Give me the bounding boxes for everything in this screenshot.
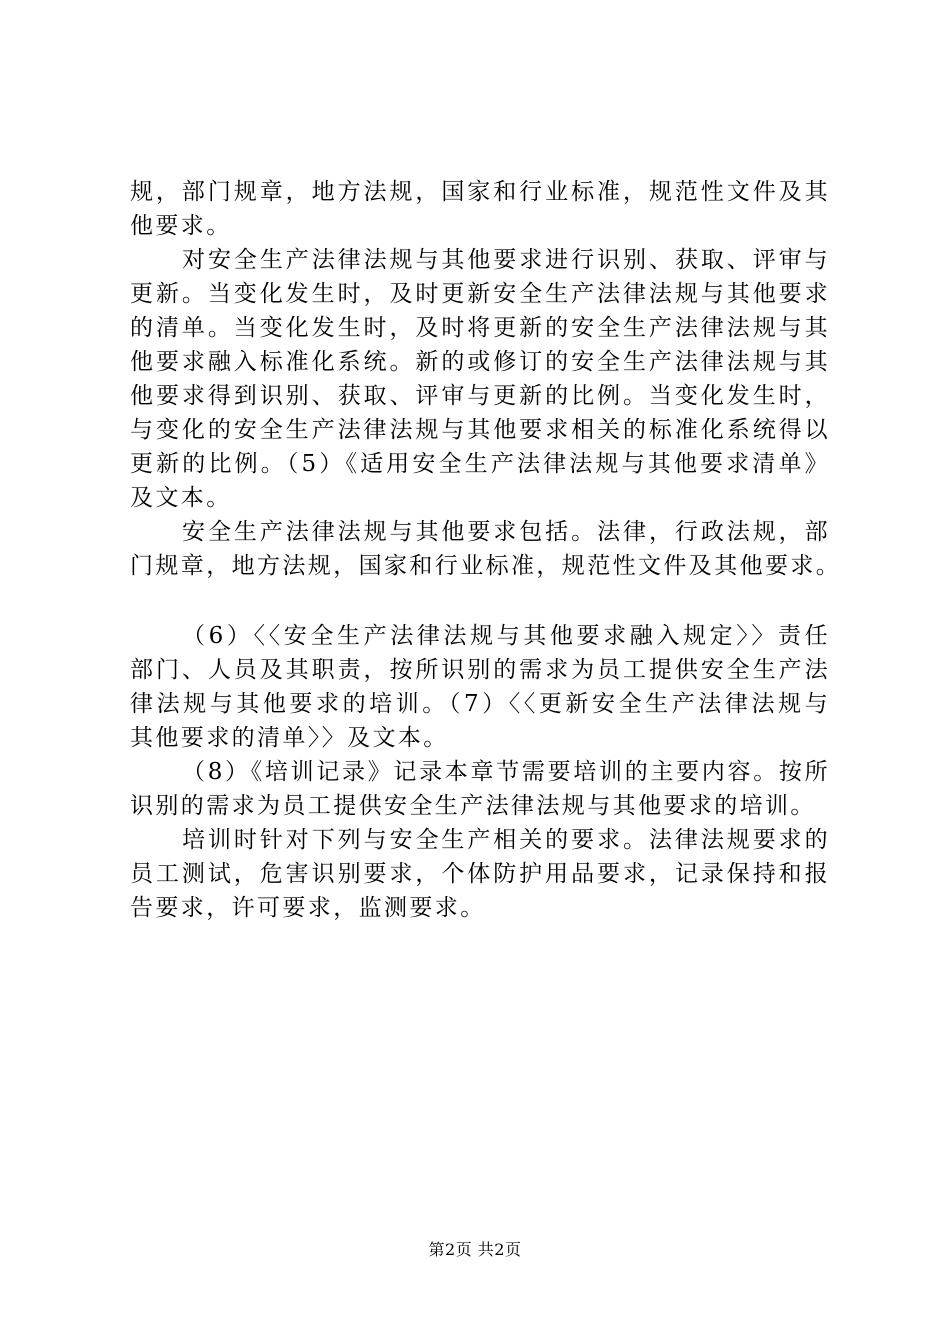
text-line: 识别的需求为员工提供安全生产法律法规与其他要求的培训。 (130, 793, 816, 819)
paragraph (130, 175, 830, 243)
paragraph (130, 823, 830, 925)
page-number-footer: 第2页 共2页 (428, 1240, 522, 1259)
text-line: 员工测试，危害识别要求，个体防护用品要求，记录保持和报 (130, 861, 830, 887)
text-line: 更新。当变化发生时，及时更新安全生产法律法规与其他要求 (130, 281, 830, 307)
text-line: （6）〈〈安全生产法律法规与其他要求融入规定〉〉责任 (182, 623, 830, 649)
text-line: 部门、人员及其职责，按所识别的需求为员工提供安全生产法 (130, 657, 830, 683)
paragraph-spacer (130, 583, 830, 619)
text-line: 告要求，许可要求，监测要求。 (130, 895, 486, 921)
text-line: 培训时针对下列与安全生产相关的要求。法律法规要求的 (182, 827, 830, 853)
text-line: （8）《培训记录》记录本章节需要培训的主要内容。按所 (182, 759, 830, 785)
document-body (130, 175, 842, 925)
text-line: 更新的比例。（5）《适用安全生产法律法规与其他要求清单》 (130, 451, 830, 477)
text-line: 的清单。当变化发生时，及时将更新的安全生产法律法规与其 (130, 315, 830, 341)
text-line: 规，部门规章，地方法规，国家和行业标准，规范性文件及其 (130, 179, 830, 205)
text-line: 他要求。 (130, 213, 232, 239)
paragraph (130, 619, 830, 755)
text-line: 其他要求的清单〉〉及文本。 (130, 725, 449, 751)
text-line: 律法规与其他要求的培训。（7）〈〈更新安全生产法律法规与 (130, 691, 830, 717)
paragraph (130, 755, 830, 823)
text-line: 与变化的安全生产法律法规与其他要求相关的标准化系统得以 (130, 417, 830, 443)
text-line: 他要求得到识别、获取、评审与更新的比例。当变化发生时， (130, 383, 830, 409)
paragraph (130, 243, 830, 515)
text-line: 门规章，地方法规，国家和行业标准，规范性文件及其他要求。 (130, 553, 842, 579)
text-line: 及文本。 (130, 485, 232, 511)
text-line: 他要求融入标准化系统。新的或修订的安全生产法律法规与其 (130, 349, 830, 375)
text-line: 对安全生产法律法规与其他要求进行识别、获取、评审与 (182, 247, 830, 273)
text-line: 安全生产法律法规与其他要求包括。法律，行政法规，部 (182, 519, 830, 545)
paragraph (130, 515, 842, 583)
